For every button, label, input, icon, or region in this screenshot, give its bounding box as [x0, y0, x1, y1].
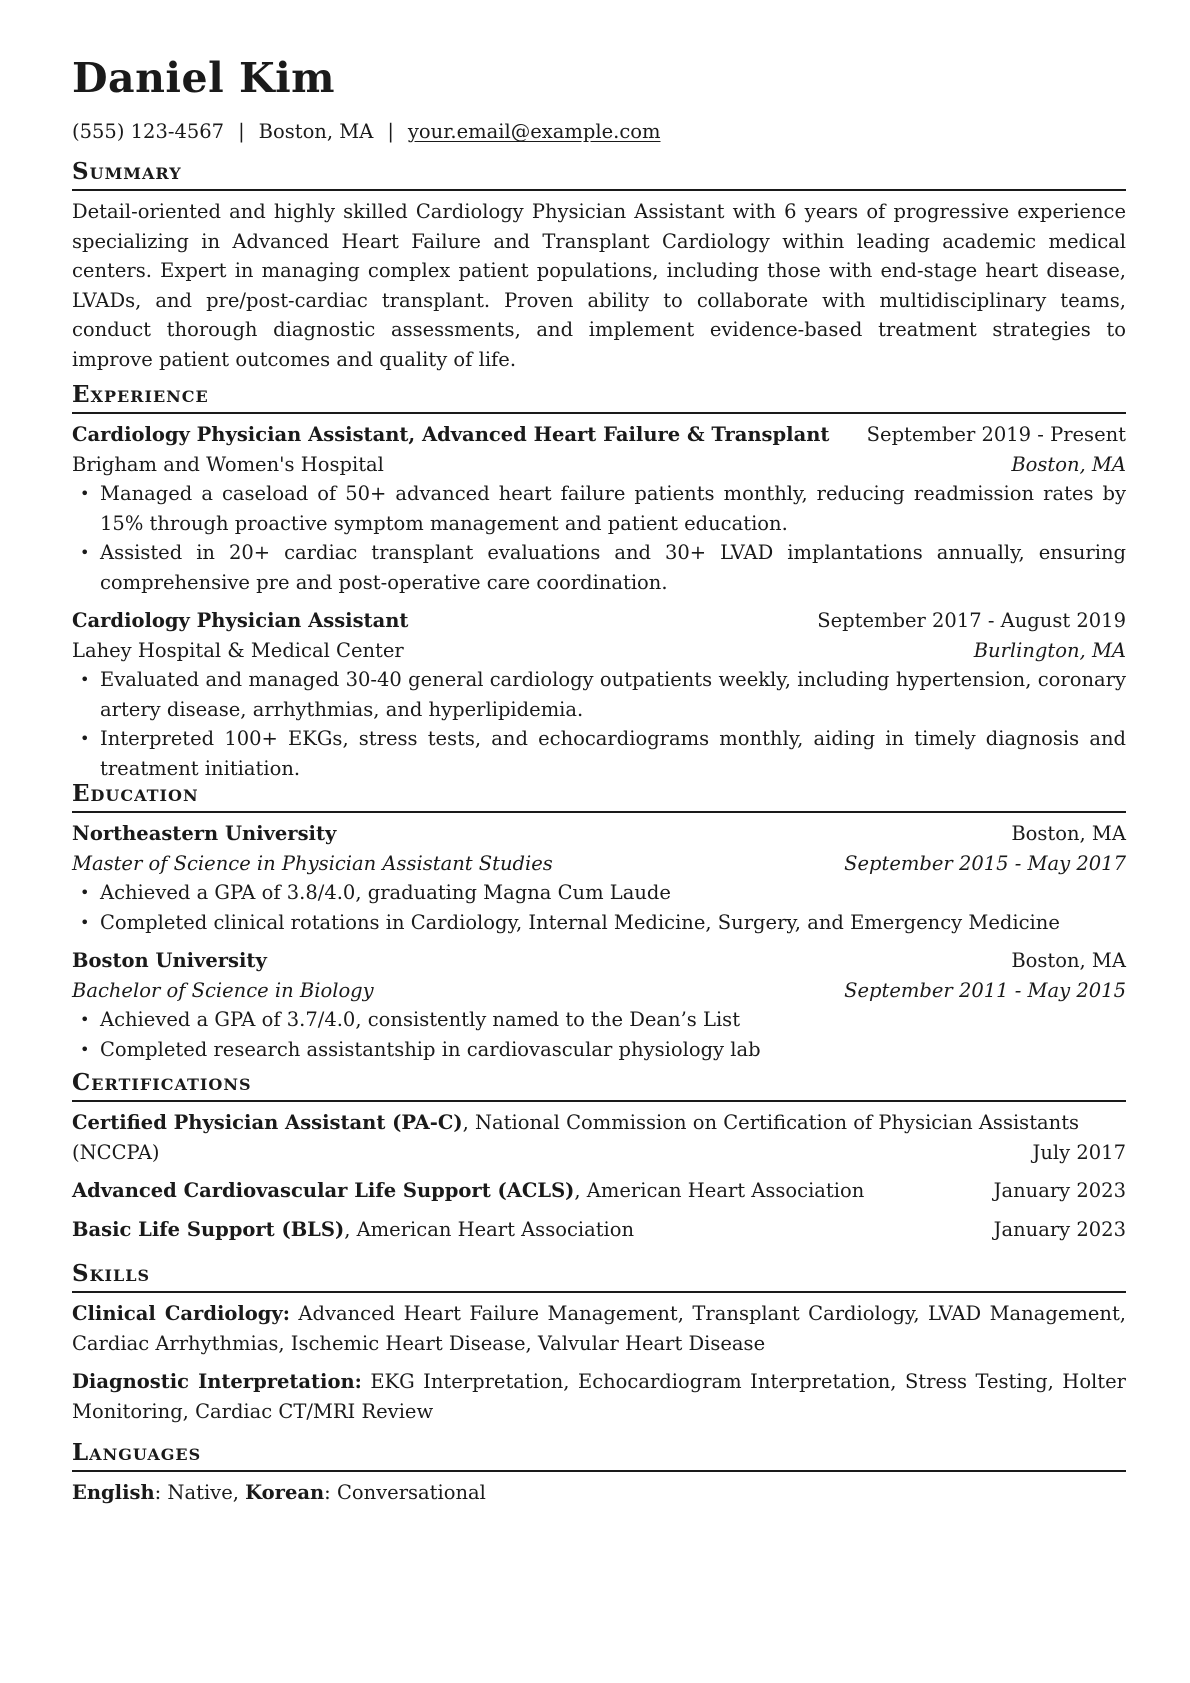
education-bullet: • Achieved a GPA of 3.7/4.0, consistently named to the Dean’s List	[72, 1005, 1126, 1035]
certification-date: July 2017	[1032, 1140, 1126, 1164]
job-entry	[72, 420, 1126, 597]
candidate-name: Daniel Kim	[72, 54, 336, 102]
job-role: Cardiology Physician Assistant, Advanced Heart Failure & Transplant	[72, 423, 830, 446]
degree-dates: September 2015 - May 2017	[844, 851, 1126, 875]
summary-heading: Summary	[72, 160, 1126, 191]
skill-group-label: Clinical Cardiology:	[72, 1302, 290, 1325]
certification-name: Advanced Cardiovascular Life Support (ACLS)	[72, 1179, 575, 1202]
job-dates: September 2017 - August 2019	[817, 609, 1126, 632]
skill-group-text: EKG Interpretation, Echocardiogram Interpretation, Stress Testing, Holter Monitoring, Cardiac CT/MRI Review	[72, 1370, 1126, 1423]
education-bullet: • Completed clinical rotations in Cardiology, Internal Medicine, Surgery, and Emergency Medicine	[72, 908, 1126, 938]
skills-heading: Skills	[72, 1262, 1126, 1293]
language-name: Korean	[245, 1481, 325, 1504]
phone-number: (555) 123-4567	[72, 120, 225, 143]
languages-heading: Languages	[72, 1441, 1126, 1472]
certification-issuer: , National Commission on Certification of Physician Assistants	[462, 1111, 1080, 1134]
certification-issuer: , American Heart Association	[344, 1217, 635, 1241]
skill-group-label: Diagnostic Interpretation:	[72, 1370, 362, 1393]
certification-date: January 2023	[993, 1217, 1126, 1241]
job-bullet: • Evaluated and managed 30-40 general cardiology outpatients weekly, including hypertension, coronary artery disease, arrhythmias, and hyperlipidemia.	[72, 665, 1126, 724]
experience-section	[72, 383, 1126, 783]
school-location: Boston, MA	[1011, 949, 1126, 972]
school-name: Northeastern University	[72, 822, 337, 845]
language-name: English	[72, 1481, 155, 1504]
certifications-section	[72, 1071, 1126, 1244]
languages-line	[72, 1478, 1126, 1508]
location-text: Boston, MA	[258, 120, 374, 143]
job-dates: September 2019 - Present	[866, 423, 1126, 446]
job-entry	[72, 606, 1126, 783]
job-bullet: • Interpreted 100+ EKGs, stress tests, and echocardiograms monthly, aiding in timely diagnosis and treatment initiation.	[72, 724, 1126, 783]
contact-line	[72, 122, 661, 142]
job-location: Boston, MA	[1011, 452, 1126, 476]
skills-section	[72, 1262, 1126, 1426]
languages-section	[72, 1441, 1126, 1508]
contact-separator: |	[387, 120, 394, 143]
language-level: : Native,	[154, 1481, 246, 1504]
certification-name: Certified Physician Assistant (PA-C)	[72, 1111, 463, 1134]
language-level: : Conversational	[324, 1481, 486, 1504]
education-heading: Education	[72, 782, 1126, 813]
certification-entry	[72, 1215, 1126, 1245]
job-employer: Brigham and Women's Hospital	[72, 452, 384, 476]
summary-text: Detail-oriented and highly skilled Cardiology Physician Assistant with 6 years of progressive experience specializing in Advanced Heart Failure and Transplant Cardiology within leading academic medical centers. Expert in managing complex patient populations, including those with end-stage heart disease, LVADs, and pre/post-cardiac transplant. Proven ability to collaborate with multidisciplinary teams, conduct thorough diagnostic assessments, and implement evidence-based treatment strategies to improve patient outcomes and quality of life.	[72, 200, 1126, 371]
degree-name: Master of Science in Physician Assistant Studies	[72, 851, 553, 875]
job-bullet: • Managed a caseload of 50+ advanced heart failure patients monthly, reducing readmission rates by 15% through proactive symptom management and patient education.	[72, 479, 1126, 538]
certification-date: January 2023	[993, 1179, 1126, 1202]
email-link[interactable]: your.email@example.com	[407, 120, 661, 143]
school-name: Boston University	[72, 949, 267, 972]
experience-heading: Experience	[72, 383, 1126, 414]
education-entry	[72, 819, 1126, 937]
job-bullet: • Assisted in 20+ cardiac transplant evaluations and 30+ LVAD implantations annually, ensuring comprehensive pre and post-operative care coordination.	[72, 538, 1126, 597]
education-section	[72, 782, 1126, 1064]
certification-name: Basic Life Support (BLS)	[72, 1217, 345, 1241]
degree-dates: September 2011 - May 2015	[844, 978, 1126, 1002]
school-location: Boston, MA	[1011, 822, 1126, 845]
certification-issuer-abbr: (NCCPA)	[72, 1140, 160, 1164]
skill-group	[72, 1299, 1126, 1358]
certification-entry	[72, 1176, 1126, 1206]
contact-separator: |	[238, 120, 245, 143]
education-bullet: • Achieved a GPA of 3.8/4.0, graduating Magna Cum Laude	[72, 878, 1126, 908]
degree-name: Bachelor of Science in Biology	[72, 978, 374, 1002]
job-employer: Lahey Hospital & Medical Center	[72, 638, 404, 662]
certifications-heading: Certifications	[72, 1071, 1126, 1102]
job-location: Burlington, MA	[973, 638, 1126, 662]
education-entry	[72, 946, 1126, 1064]
certification-issuer: , American Heart Association	[574, 1179, 865, 1202]
certification-entry	[72, 1108, 1126, 1167]
summary-section	[72, 160, 1126, 374]
skill-group-text: Advanced Heart Failure Management, Transplant Cardiology, LVAD Management, Cardiac Arrhythmias, Ischemic Heart Disease, Valvular Heart Disease	[72, 1302, 1127, 1355]
job-role: Cardiology Physician Assistant	[72, 609, 409, 632]
skill-group	[72, 1367, 1126, 1426]
education-bullet: • Completed research assistantship in cardiovascular physiology lab	[72, 1035, 1126, 1065]
